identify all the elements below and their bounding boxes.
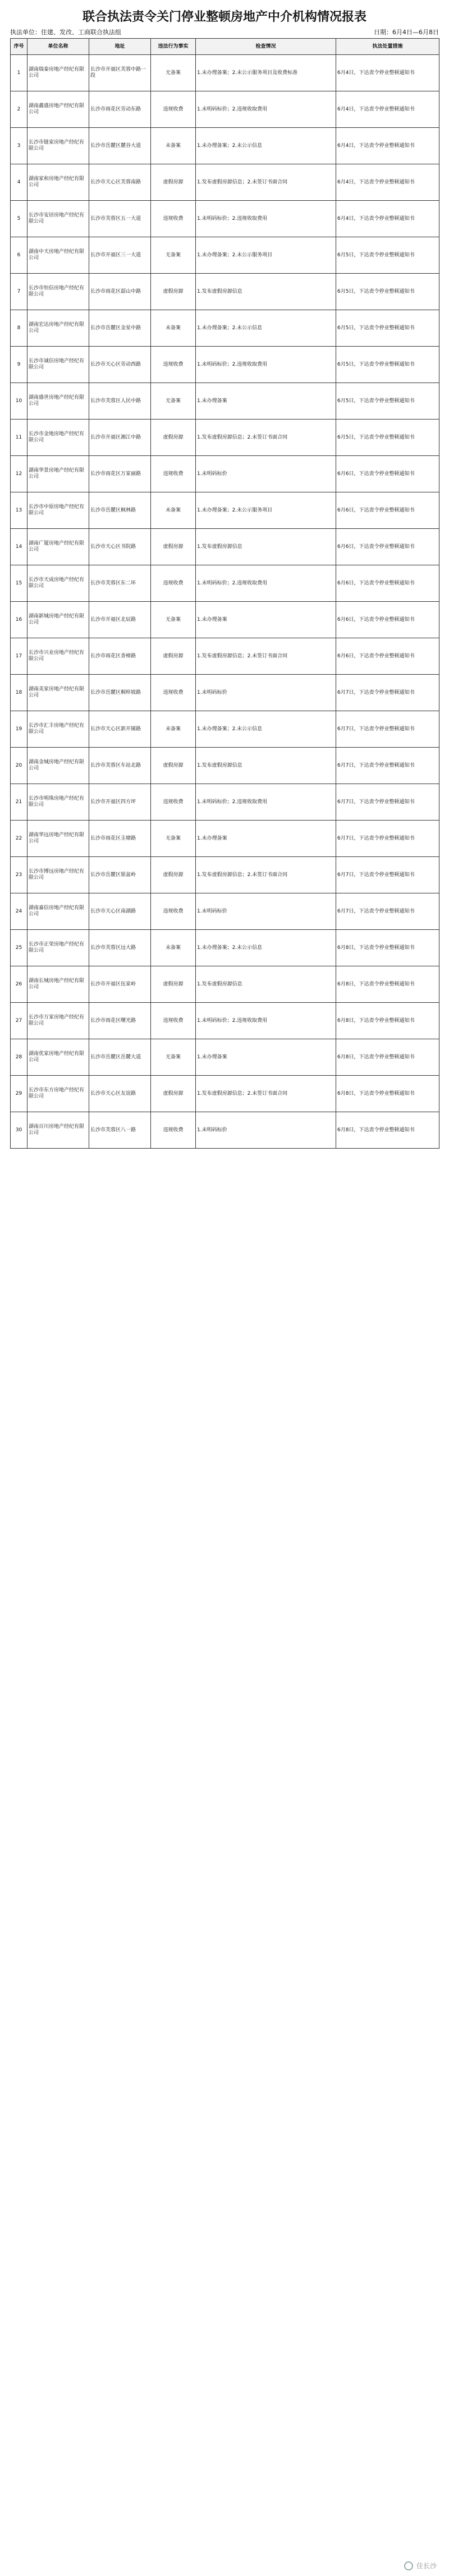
row-name: 长沙市汇丰房地产经纪有限公司 [28, 711, 89, 748]
row-name: 湖南家和房地产经纪有限公司 [28, 164, 89, 201]
row-measure: 6月5日，下达责令停业整顿通知书 [336, 310, 439, 347]
row-fact: 违规收费 [151, 91, 196, 128]
table-row [11, 274, 439, 310]
table-row [11, 91, 439, 128]
row-check: 1.发布虚假房源信息 [196, 274, 336, 310]
row-index: 21 [11, 784, 28, 821]
row-index: 14 [11, 529, 28, 565]
row-fact: 未备案 [151, 128, 196, 164]
row-measure: 6月4日，下达责令停业整顿通知书 [336, 91, 439, 128]
row-address: 长沙市雨花区曙光路 [89, 1003, 151, 1039]
row-fact: 无备案 [151, 602, 196, 638]
table-body [11, 55, 439, 1149]
row-check: 1.未办理备案 [196, 1039, 336, 1076]
row-name: 长沙市正荣房地产经纪有限公司 [28, 930, 89, 966]
row-measure: 6月6日，下达责令停业整顿通知书 [336, 529, 439, 565]
row-address: 长沙市开福区北辰路 [89, 602, 151, 638]
row-check: 1.未明码标价 [196, 675, 336, 711]
row-address: 长沙市开福区三一大道 [89, 237, 151, 274]
row-check: 1.未办理备案；2.未公示服务项目 [196, 237, 336, 274]
row-fact: 无备案 [151, 55, 196, 91]
row-index: 30 [11, 1112, 28, 1149]
row-index: 25 [11, 930, 28, 966]
table-row [11, 893, 439, 930]
table-row [11, 930, 439, 966]
table-row [11, 675, 439, 711]
row-fact: 违规收费 [151, 565, 196, 602]
row-check: 1.未明码标价；2.违规收取费用 [196, 91, 336, 128]
row-name: 湖南美家房地产经纪有限公司 [28, 675, 89, 711]
row-index: 26 [11, 966, 28, 1003]
row-check: 1.未明码标价 [196, 1112, 336, 1149]
row-fact: 虚假房源 [151, 638, 196, 675]
row-address: 长沙市雨花区圭塘路 [89, 821, 151, 857]
row-address: 长沙市开福区四方坪 [89, 784, 151, 821]
row-check: 1.未明码标价；2.违规收取费用 [196, 201, 336, 237]
row-measure: 6月4日，下达责令停业整顿通知书 [336, 128, 439, 164]
row-check: 1.未办理备案；2.未公示信息 [196, 128, 336, 164]
row-name: 长沙市兴业房地产经纪有限公司 [28, 638, 89, 675]
row-check: 1.未明码标价 [196, 893, 336, 930]
table-row [11, 529, 439, 565]
row-fact: 违规收费 [151, 201, 196, 237]
table-row [11, 784, 439, 821]
table-row [11, 1112, 439, 1149]
row-measure: 6月6日，下达责令停业整顿通知书 [336, 456, 439, 492]
col-header-name: 单位名称 [28, 39, 89, 55]
row-name: 湖南嘉信房地产经纪有限公司 [28, 893, 89, 930]
row-name: 湖南优家房地产经纪有限公司 [28, 1039, 89, 1076]
row-check: 1.发布虚假房源信息；2.未签订书面合同 [196, 164, 336, 201]
row-measure: 6月4日，下达责令停业整顿通知书 [336, 201, 439, 237]
row-measure: 6月8日，下达责令停业整顿通知书 [336, 1003, 439, 1039]
watermark-text: 住长沙 [416, 2562, 437, 2570]
row-name: 湖南新城房地产经纪有限公司 [28, 602, 89, 638]
report-table [10, 38, 439, 1149]
row-measure: 6月5日，下达责令停业整顿通知书 [336, 420, 439, 456]
row-measure: 6月6日，下达责令停业整顿通知书 [336, 602, 439, 638]
row-index: 18 [11, 675, 28, 711]
row-measure: 6月8日，下达责令停业整顿通知书 [336, 1039, 439, 1076]
row-index: 27 [11, 1003, 28, 1039]
row-measure: 6月7日，下达责令停业整顿通知书 [336, 857, 439, 893]
row-check: 1.未办理备案 [196, 602, 336, 638]
row-check: 1.未明码标价；2.违规收取费用 [196, 565, 336, 602]
row-measure: 6月7日，下达责令停业整顿通知书 [336, 711, 439, 748]
table-row [11, 638, 439, 675]
row-check: 1.未明码标价；2.违规收取费用 [196, 784, 336, 821]
row-fact: 违规收费 [151, 893, 196, 930]
row-check: 1.发布虚假房源信息 [196, 748, 336, 784]
row-measure: 6月6日，下达责令停业整顿通知书 [336, 565, 439, 602]
row-fact: 违规收费 [151, 347, 196, 383]
col-header-index: 序号 [11, 39, 28, 55]
row-index: 7 [11, 274, 28, 310]
row-index: 16 [11, 602, 28, 638]
row-address: 长沙市雨花区万家丽路 [89, 456, 151, 492]
col-header-fact: 违法行为事实 [151, 39, 196, 55]
table-row [11, 565, 439, 602]
row-address: 长沙市岳麓区桐梓坡路 [89, 675, 151, 711]
row-address: 长沙市岳麓区枫林路 [89, 492, 151, 529]
row-address: 长沙市岳麓区金星中路 [89, 310, 151, 347]
row-measure: 6月7日，下达责令停业整顿通知书 [336, 748, 439, 784]
row-index: 6 [11, 237, 28, 274]
row-index: 1 [11, 55, 28, 91]
row-fact: 无备案 [151, 383, 196, 420]
row-fact: 虚假房源 [151, 1076, 196, 1112]
row-name: 湖南百川房地产经纪有限公司 [28, 1112, 89, 1149]
row-index: 10 [11, 383, 28, 420]
row-address: 长沙市芙蓉区远大路 [89, 930, 151, 966]
table-row [11, 966, 439, 1003]
row-name: 长沙市明珠房地产经纪有限公司 [28, 784, 89, 821]
row-address: 长沙市芙蓉区车站北路 [89, 748, 151, 784]
row-name: 湖南广厦房地产经纪有限公司 [28, 529, 89, 565]
row-index: 15 [11, 565, 28, 602]
watermark [404, 2561, 437, 2570]
table-row [11, 711, 439, 748]
row-fact: 虚假房源 [151, 529, 196, 565]
row-measure: 6月7日，下达责令停业整顿通知书 [336, 784, 439, 821]
row-name: 湖南长城房地产经纪有限公司 [28, 966, 89, 1003]
table-row [11, 420, 439, 456]
table-row [11, 1039, 439, 1076]
row-measure: 6月8日，下达责令停业整顿通知书 [336, 930, 439, 966]
table-row [11, 164, 439, 201]
row-measure: 6月5日，下达责令停业整顿通知书 [336, 237, 439, 274]
row-index: 19 [11, 711, 28, 748]
table-row [11, 128, 439, 164]
row-address: 长沙市天心区书院路 [89, 529, 151, 565]
row-index: 9 [11, 347, 28, 383]
row-check: 1.未明码标价 [196, 456, 336, 492]
table-row [11, 383, 439, 420]
row-fact: 违规收费 [151, 1112, 196, 1149]
table-row [11, 55, 439, 91]
row-name: 湖南金城房地产经纪有限公司 [28, 748, 89, 784]
row-fact: 虚假房源 [151, 420, 196, 456]
row-address: 长沙市芙蓉区八一路 [89, 1112, 151, 1149]
row-measure: 6月4日，下达责令停业整顿通知书 [336, 164, 439, 201]
row-fact: 无备案 [151, 821, 196, 857]
table-row [11, 602, 439, 638]
row-name: 湖南华景房地产经纪有限公司 [28, 456, 89, 492]
row-index: 22 [11, 821, 28, 857]
row-check: 1.发布虚假房源信息；2.未签订书面合同 [196, 638, 336, 675]
row-measure: 6月5日，下达责令停业整顿通知书 [336, 347, 439, 383]
row-index: 4 [11, 164, 28, 201]
col-header-measure: 执法处置措施 [336, 39, 439, 55]
row-name: 湖南鑫盛房地产经纪有限公司 [28, 91, 89, 128]
table-header-row [11, 39, 439, 55]
row-index: 24 [11, 893, 28, 930]
table-row [11, 237, 439, 274]
row-check: 1.发布虚假房源信息 [196, 966, 336, 1003]
row-index: 29 [11, 1076, 28, 1112]
row-measure: 6月8日，下达责令停业整顿通知书 [336, 1076, 439, 1112]
row-check: 1.未明码标价；2.违规收取费用 [196, 347, 336, 383]
row-fact: 无备案 [151, 237, 196, 274]
meta-unit: 执法单位：住建、发改、工商联合执法组 [10, 29, 121, 36]
row-fact: 违规收费 [151, 675, 196, 711]
row-address: 长沙市天心区芙蓉南路 [89, 164, 151, 201]
row-fact: 违规收费 [151, 456, 196, 492]
row-check: 1.未办理备案；2.未公示服务项目 [196, 492, 336, 529]
table-row [11, 310, 439, 347]
row-check: 1.未办理备案；2.未公示信息 [196, 930, 336, 966]
table-row [11, 1076, 439, 1112]
row-fact: 无备案 [151, 1039, 196, 1076]
row-index: 8 [11, 310, 28, 347]
row-check: 1.未办理备案 [196, 383, 336, 420]
row-index: 11 [11, 420, 28, 456]
row-index: 3 [11, 128, 28, 164]
row-measure: 6月7日，下达责令停业整顿通知书 [336, 821, 439, 857]
row-name: 长沙市诚信房地产经纪有限公司 [28, 347, 89, 383]
row-name: 湖南中天房地产经纪有限公司 [28, 237, 89, 274]
table-row [11, 1003, 439, 1039]
row-index: 28 [11, 1039, 28, 1076]
row-name: 湖南盛世房地产经纪有限公司 [28, 383, 89, 420]
row-index: 5 [11, 201, 28, 237]
row-measure: 6月8日，下达责令停业整顿通知书 [336, 1112, 439, 1149]
row-index: 17 [11, 638, 28, 675]
row-check: 1.未办理备案；2.未公示信息 [196, 310, 336, 347]
row-name: 长沙市东方房地产经纪有限公司 [28, 1076, 89, 1112]
row-address: 长沙市芙蓉区人民中路 [89, 383, 151, 420]
row-name: 长沙市金地房地产经纪有限公司 [28, 420, 89, 456]
table-row [11, 748, 439, 784]
row-check: 1.未办理备案；2.未公示服务项目及收费标准 [196, 55, 336, 91]
row-name: 长沙市中原房地产经纪有限公司 [28, 492, 89, 529]
row-address: 长沙市雨花区韶山中路 [89, 274, 151, 310]
row-measure: 6月8日，下达责令停业整顿通知书 [336, 966, 439, 1003]
row-fact: 未备案 [151, 930, 196, 966]
row-check: 1.发布虚假房源信息；2.未签订书面合同 [196, 857, 336, 893]
row-measure: 6月6日，下达责令停业整顿通知书 [336, 492, 439, 529]
row-name: 长沙市链家房地产经纪有限公司 [28, 128, 89, 164]
row-check: 1.未办理备案 [196, 821, 336, 857]
row-address: 长沙市岳麓区麓谷大道 [89, 128, 151, 164]
report-meta [10, 27, 439, 38]
row-address: 长沙市芙蓉区东二环 [89, 565, 151, 602]
row-name: 长沙市天成房地产经纪有限公司 [28, 565, 89, 602]
row-fact: 未备案 [151, 492, 196, 529]
wechat-logo-icon [404, 2561, 413, 2570]
row-name: 湖南宏达房地产经纪有限公司 [28, 310, 89, 347]
table-row [11, 201, 439, 237]
row-check: 1.未明码标价；2.违规收取费用 [196, 1003, 336, 1039]
row-measure: 6月7日，下达责令停业整顿通知书 [336, 893, 439, 930]
row-address: 长沙市岳麓区岳麓大道 [89, 1039, 151, 1076]
row-address: 长沙市雨花区劳动东路 [89, 91, 151, 128]
row-name: 长沙市安居房地产经纪有限公司 [28, 201, 89, 237]
row-name: 长沙市万家房地产经纪有限公司 [28, 1003, 89, 1039]
row-measure: 6月7日，下达责令停业整顿通知书 [336, 675, 439, 711]
row-index: 23 [11, 857, 28, 893]
row-fact: 虚假房源 [151, 164, 196, 201]
row-address: 长沙市开福区湘江中路 [89, 420, 151, 456]
row-address: 长沙市天心区南湖路 [89, 893, 151, 930]
row-fact: 虚假房源 [151, 966, 196, 1003]
row-check: 1.发布虚假房源信息 [196, 529, 336, 565]
row-address: 长沙市开福区芙蓉中路一段 [89, 55, 151, 91]
row-address: 长沙市雨花区香樟路 [89, 638, 151, 675]
row-measure: 6月5日，下达责令停业整顿通知书 [336, 383, 439, 420]
row-address: 长沙市天心区友谊路 [89, 1076, 151, 1112]
table-row [11, 492, 439, 529]
row-fact: 违规收费 [151, 784, 196, 821]
row-fact: 违规收费 [151, 1003, 196, 1039]
row-address: 长沙市岳麓区银盆岭 [89, 857, 151, 893]
row-fact: 未备案 [151, 310, 196, 347]
col-header-address: 地址 [89, 39, 151, 55]
row-name: 湖南华远房地产经纪有限公司 [28, 821, 89, 857]
row-index: 20 [11, 748, 28, 784]
row-address: 长沙市天心区劳动西路 [89, 347, 151, 383]
row-index: 13 [11, 492, 28, 529]
row-fact: 虚假房源 [151, 274, 196, 310]
row-name: 湖南瑞泰房地产经纪有限公司 [28, 55, 89, 91]
row-fact: 虚假房源 [151, 748, 196, 784]
row-index: 12 [11, 456, 28, 492]
table-row [11, 456, 439, 492]
table-row [11, 857, 439, 893]
row-index: 2 [11, 91, 28, 128]
table-row [11, 347, 439, 383]
row-measure: 6月6日，下达责令停业整顿通知书 [336, 638, 439, 675]
page-title: 联合执法责令关门停业整顿房地产中介机构情况报表 [82, 10, 366, 24]
row-check: 1.发布虚假房源信息；2.未签订书面合同 [196, 420, 336, 456]
row-name: 长沙市恒信房地产经纪有限公司 [28, 274, 89, 310]
row-measure: 6月5日，下达责令停业整顿通知书 [336, 274, 439, 310]
row-check: 1.未办理备案；2.未公示信息 [196, 711, 336, 748]
meta-date: 日期：6月4日—6月8日 [374, 29, 439, 36]
row-fact: 虚假房源 [151, 857, 196, 893]
row-address: 长沙市芙蓉区五一大道 [89, 201, 151, 237]
row-check: 1.发布虚假房源信息；2.未签订书面合同 [196, 1076, 336, 1112]
row-address: 长沙市开福区伍家岭 [89, 966, 151, 1003]
row-fact: 未备案 [151, 711, 196, 748]
table-row [11, 821, 439, 857]
row-name: 长沙市博远房地产经纪有限公司 [28, 857, 89, 893]
row-measure: 6月4日，下达责令停业整顿通知书 [336, 55, 439, 91]
col-header-check: 检查情况 [196, 39, 336, 55]
row-address: 长沙市天心区新开铺路 [89, 711, 151, 748]
